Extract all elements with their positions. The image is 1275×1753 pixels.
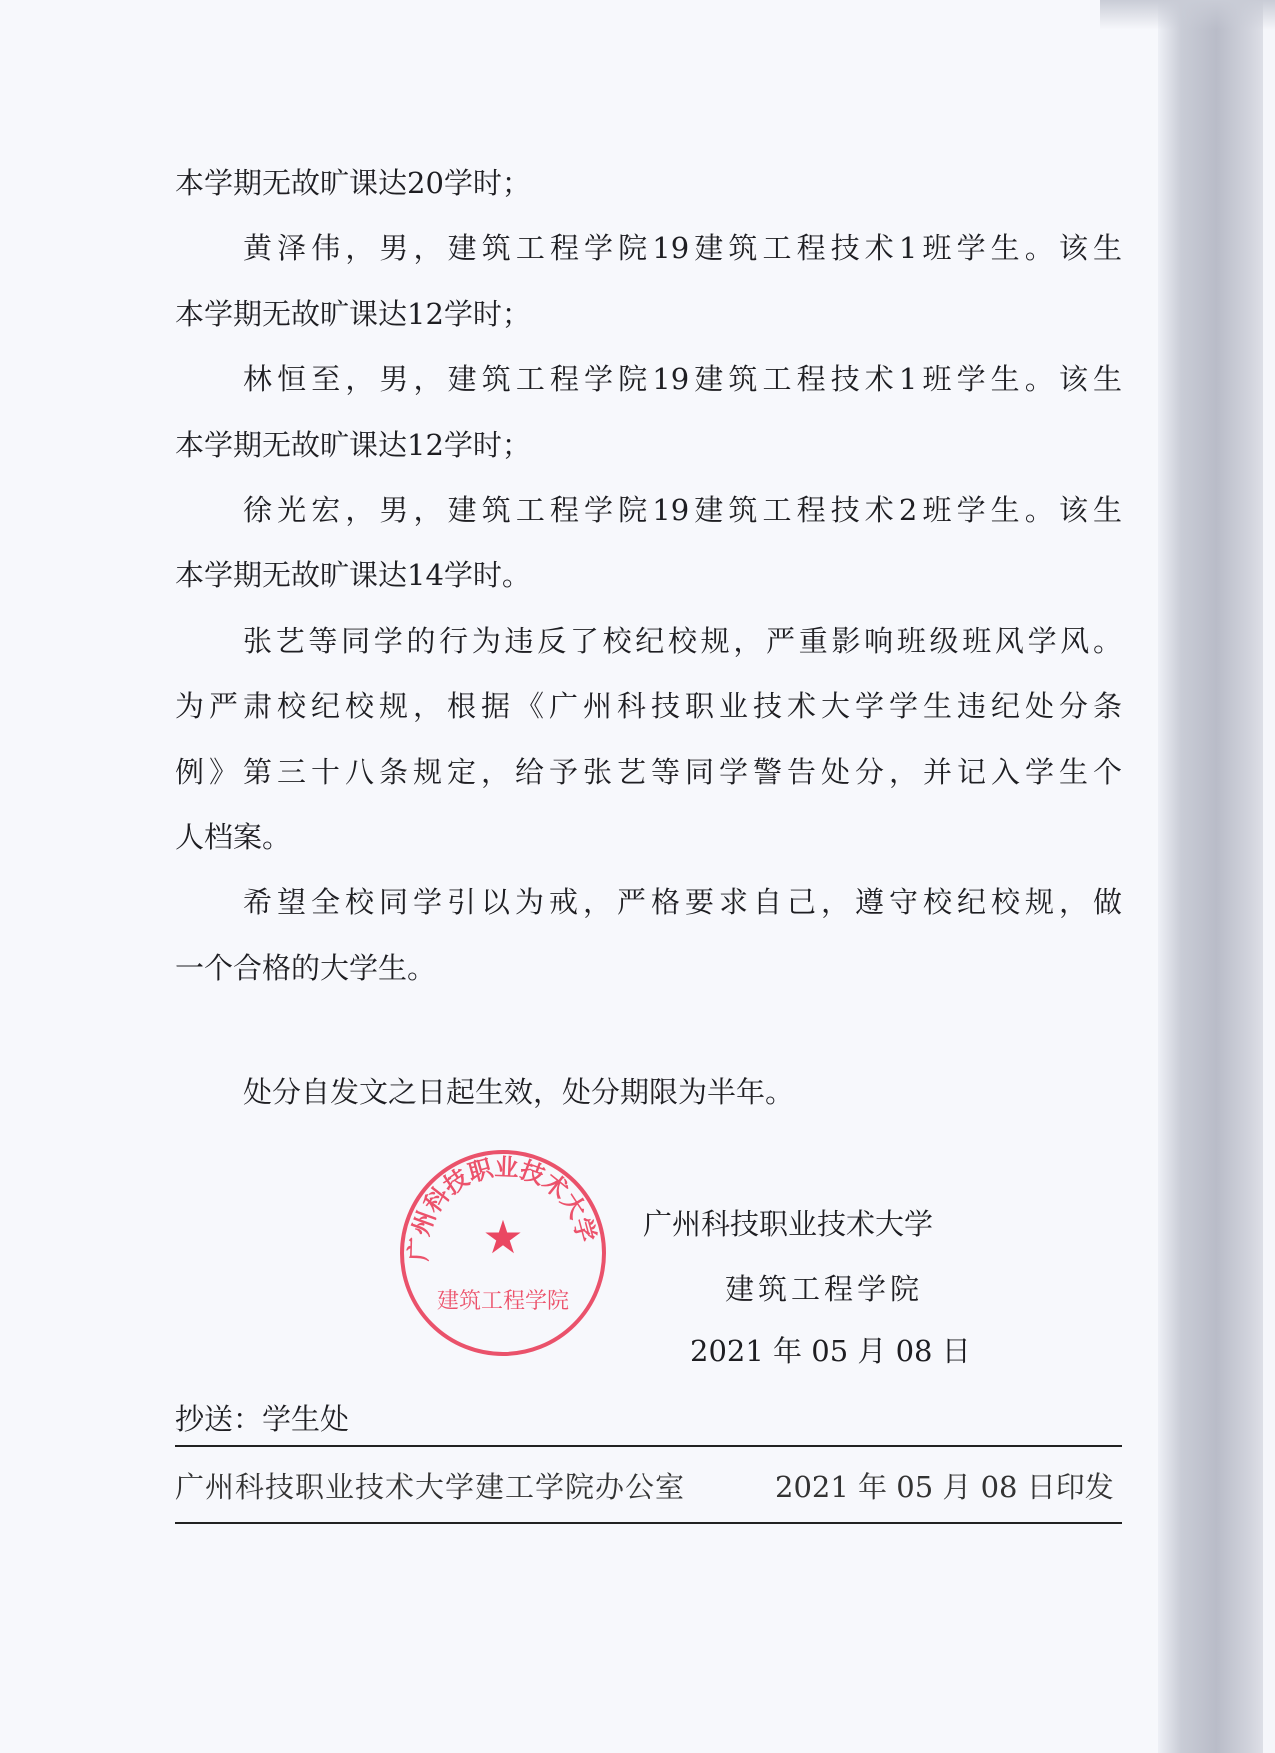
effective-note: 处分自发文之日起生效，处分期限为半年。 bbox=[243, 1075, 795, 1109]
seal-star-icon: ★ bbox=[482, 1210, 524, 1264]
body-line: 林恒至，男，建筑工程学院19建筑工程技术1班学生。该生 bbox=[243, 362, 1122, 397]
scan-edge-margin bbox=[1263, 0, 1275, 1753]
body-line: 希望全校同学引以为戒，严格要求自己，遵守校纪校规，做 bbox=[243, 885, 1122, 920]
footer-print-date: 2021 年 05 月 08 日印发 bbox=[775, 1470, 1114, 1504]
body-line: 本学期无故旷课达12学时； bbox=[175, 296, 531, 331]
footer-rule-top bbox=[175, 1445, 1122, 1447]
body-line: 例》第三十八条规定，给予张艺等同学警告处分，并记入学生个 bbox=[175, 754, 1122, 789]
body-line: 本学期无故旷课达20学时； bbox=[175, 166, 531, 200]
body-line: 为严肃校纪校规，根据《广州科技职业技术大学学生违纪处分条 bbox=[175, 689, 1122, 724]
body-line: 本学期无故旷课达14学时。 bbox=[175, 558, 531, 593]
body-line: 一个合格的大学生。 bbox=[175, 950, 437, 985]
body-line: 张艺等同学的行为违反了校纪校规，严重影响班级班风学风。 bbox=[243, 623, 1122, 658]
scan-edge-shadow bbox=[1158, 0, 1275, 1753]
official-seal bbox=[400, 1150, 606, 1356]
cc-line: 抄送：学生处 bbox=[175, 1402, 350, 1436]
svg-text:广州科技职业技术大学: 广州科技职业技术大学 bbox=[404, 1154, 601, 1262]
signature-dept: 建筑工程学院 bbox=[725, 1272, 924, 1306]
body-line: 黄泽伟，男，建筑工程学院19建筑工程技术1班学生。该生 bbox=[243, 231, 1122, 266]
scan-top-shadow bbox=[1100, 0, 1275, 30]
body-line: 人档案。 bbox=[175, 820, 292, 854]
seal-center-text: 建筑工程学院 bbox=[436, 1289, 569, 1314]
body-line: 本学期无故旷课达12学时； bbox=[175, 427, 531, 462]
footer-office: 广州科技职业技术大学建工学院办公室 bbox=[175, 1470, 686, 1504]
signature-date: 2021 年 05 月 08 日 bbox=[690, 1334, 971, 1368]
footer-rule-bottom bbox=[175, 1522, 1122, 1524]
body-line: 徐光宏，男，建筑工程学院19建筑工程技术2班学生。该生 bbox=[243, 493, 1122, 527]
signature-org: 广州科技职业技术大学 bbox=[643, 1207, 934, 1241]
